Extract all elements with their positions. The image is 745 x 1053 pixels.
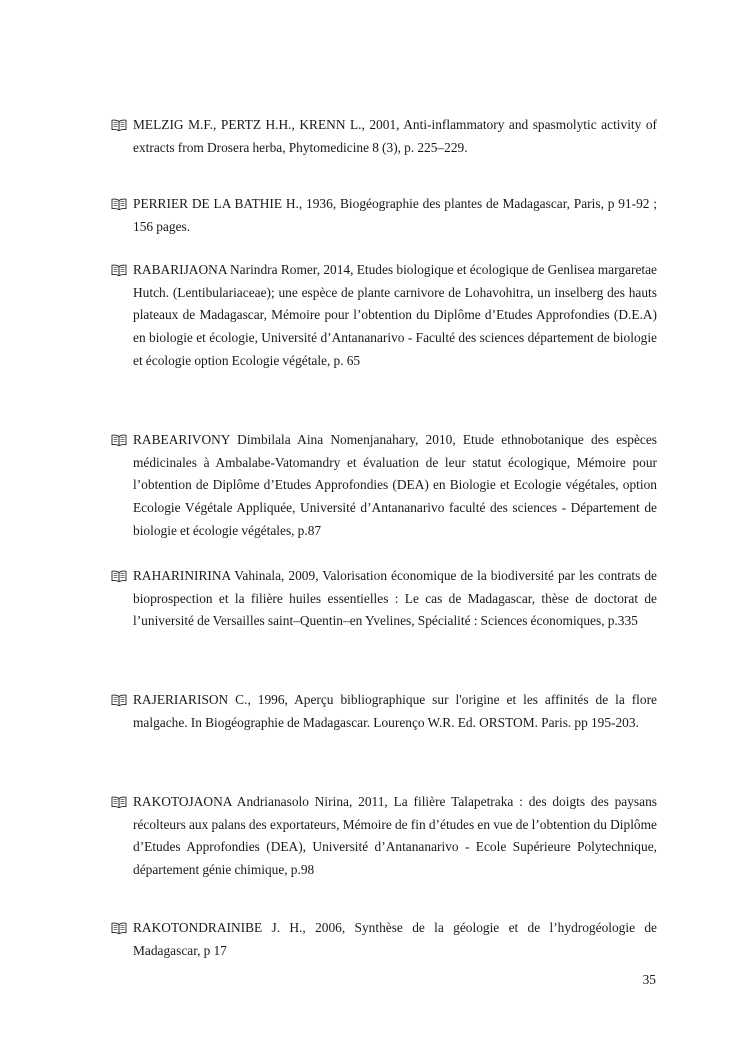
reference-text: RAKOTOJAONA Andrianasolo Nirina, 2011, La filière Talapetraka : des doigts des paysans récolteurs aux palans des exportateurs, Mémoire de fin d’études en vue de l’obtention du Diplôme d’Etudes Approfondies (DEA), Université d’Antananarivo - Ecole Supérieure Polytechnique, département génie chimique, p.98 <box>133 794 657 878</box>
open-book-icon <box>111 694 127 706</box>
reference-entry <box>111 565 657 633</box>
page-number: 35 <box>642 972 656 987</box>
reference-entry <box>111 114 657 159</box>
open-book-icon <box>111 119 127 131</box>
reference-entry <box>111 259 657 373</box>
open-book-icon <box>111 434 127 446</box>
reference-entry <box>111 791 657 882</box>
open-book-icon <box>111 198 127 210</box>
reference-entry <box>111 917 657 962</box>
reference-text: RABARIJAONA Narindra Romer, 2014, Etudes biologique et écologique de Genlisea margaretae Hutch. (Lentibulariaceae); une espèce de plante carnivore de Lohavohitra, un inselberg des hauts plateaux de Madagascar, Mémoire pour l’obtention du Diplôme d’Etudes Approfondies (D.E.A) en biologie et écologie, Université d’Antananarivo - Faculté des sciences département de biologie et écologie option Ecologie végétale, p. 65 <box>133 262 657 368</box>
open-book-icon <box>111 796 127 808</box>
reference-text: MELZIG M.F., PERTZ H.H., KRENN L., 2001, Anti-inflammatory and spasmolytic activity of extracts from Drosera herba, Phytomedicine 8 (3), p. 225–229. <box>133 117 657 155</box>
reference-entry <box>111 429 657 543</box>
reference-text: RAKOTONDRAINIBE J. H., 2006, Synthèse de la géologie et de l’hydrogéologie de Madagascar, p 17 <box>133 920 657 958</box>
reference-text: RAJERIARISON C., 1996, Aperçu bibliographique sur l'origine et les affinités de la flore malgache. In Biogéographie de Madagascar. Lourenço W.R. Ed. ORSTOM. Paris. pp 195-203. <box>133 692 657 730</box>
open-book-icon <box>111 922 127 934</box>
reference-entry <box>111 193 657 238</box>
reference-entry <box>111 689 657 734</box>
reference-text: PERRIER DE LA BATHIE H., 1936, Biogéographie des plantes de Madagascar, Paris, p 91-92 ; 156 pages. <box>133 196 657 234</box>
reference-text: RAHARINIRINA Vahinala, 2009, Valorisation économique de la biodiversité par les contrats de bioprospection et la filière huiles essentielles : Le cas de Madagascar, thèse de doctorat de l’université de Versailles saint–Quentin–en Yvelines, Spécialité : Sciences économiques, p.335 <box>133 568 657 629</box>
reference-text: RABEARIVONY Dimbilala Aina Nomenjanahary, 2010, Etude ethnobotanique des espèces médicinales à Ambalabe-Vatomandry et évaluation de leur statut écologique, Mémoire pour l’obtention de Diplôme d’Etudes Approfondies (DEA) en Biologie et Ecologie végétales, option Ecologie Végétale Appliquée, Université d’Antananarivo faculté des sciences - Département de biologie et écologie végétales, p.87 <box>133 432 657 538</box>
open-book-icon <box>111 570 127 582</box>
open-book-icon <box>111 264 127 276</box>
